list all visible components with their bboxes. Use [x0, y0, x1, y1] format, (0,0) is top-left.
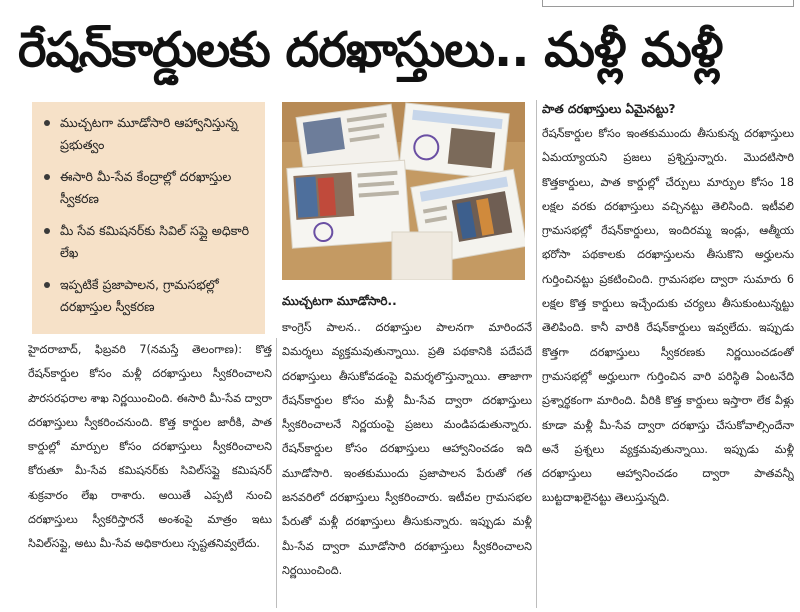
bullet-icon [44, 120, 50, 126]
highlight-item [42, 166, 259, 210]
highlight-text: ఈసారి మీ-సేవ కేంద్రాల్లో దరఖాస్తుల స్వీకరణ [60, 169, 232, 206]
column-2-subheading: ముచ్చటగా మూడోసారి.. [282, 294, 397, 308]
highlights-list [32, 102, 265, 318]
column-3-subheading: పాత దరఖాస్తులు ఏమైనట్టు? [542, 102, 676, 116]
highlights-box [32, 102, 265, 334]
article-column-3 [542, 98, 794, 608]
column-1-body: హైదరాబాద్, ఫిబ్రవరి 7(నమస్తే తెలంగాణ): కొత్త రేషన్‌కార్డుల కోసం మళ్లీ దరఖాస్తులు స్వీకరించాలని పౌరసరఫరాల శాఖ నిర్ణయించింది. ఈసారి మీ-సేవ ద్వారా దరఖాస్తులు స్వీకరించనుంది. కొత్త కార్డుల జారీకి, పాత కార్డుల్లో మార్పుల కోసం దరఖాస్తులు స్వీకరించాలని కోరుతూ మీ-సేవ కమిషనర్‌కు సివిల్‌సప్లై కమిషనర్ శుక్రవారం లేఖ రాశారు. అయితే ఎప్పటి నుంచి దరఖాస్తులు స్వీకరిస్తారనే అంశంపై మాత్రం ఇటు సివిల్‌సప్లై, అటు మీ-సేవ అధికారులు స్పష్టతనివ్వలేదు. [28, 343, 272, 551]
highlight-item [42, 274, 259, 318]
ration-card-applications-photo [282, 102, 525, 280]
bullet-icon [44, 174, 50, 180]
page-title: రేషన్‌కార్డులకు దరఖాస్తులు.. మళ్లీ మళ్లీ [18, 22, 723, 78]
highlight-item [42, 112, 259, 156]
highlight-item [42, 220, 259, 264]
highlight-text: ముచ్చటగా మూడోసారి ఆహ్వానిస్తున్న ప్రభుత్వం [60, 115, 238, 152]
highlight-text: మీ సేవ కమిషనర్‌కు సివిల్ సప్లై అధికారి లేఖ [60, 223, 250, 260]
column-3-body: రేషన్‌కార్డుల కోసం ఇంతకుముందు తీసుకున్న దరఖాస్తులు ఏమయ్యాయని ప్రజలు ప్రశ్నిస్తున్నారు. మొదటిసారి కొత్తకార్డులు, పాత కార్డుల్లో చేర్పులు మార్పుల కోసం 18 లక్షల వరకు దరఖాస్తులు వచ్చినట్టు తెలిసింది. ఇటీవలి గ్రామసభల్లో రేషన్‌కార్డులు, ఇందిరమ్మ ఇండ్లు, ఆత్మీయ భరోసా పథకాలకు దరఖాస్తులను తీసుకొని అర్హులను గుర్తించినట్టు ప్రకటించింది. గ్రామసభల ద్వారా సుమారు 6 లక్షల కొత్త కార్డులు ఇచ్చేందుకు చర్యలు తీసుకుంటున్నట్టు తెలిపింది. కానీ వారికి రేషన్‌కార్డులు ఇవ్వలేదు. ఇప్పుడు కొత్తగా దరఖాస్తులు స్వీకరణకు నిర్ణయించడంతో గ్రామసభల్లో అర్హులుగా గుర్తించిన వారి పరిస్థితి ఏంటనేది ప్రశ్నార్థకంగా మారింది. వీరికి కొత్త కార్డులు ఇస్తారా లేక వీళ్లు కూడా మళ్లీ మీ-సేవ ద్వారా దరఖాస్తు చేసుకోవాల్సిందేనా అనే ప్రశ్నలు వ్యక్తమవుతున్నాయి. ఇప్పుడు మళ్లీ దరఖాస్తులు ఆహ్వానించడం ద్వారా పాతవన్నీ బుట్టదాఖలైనట్టు తెలుస్తున్నది. [542, 127, 794, 505]
highlight-text: ఇప్పటికే ప్రజాపాలన, గ్రామసభల్లో దరఖాస్తుల స్వీకరణ [60, 277, 219, 314]
photo-illustration [282, 102, 525, 280]
article-column-2 [282, 290, 532, 608]
column-2-body: కాంగ్రెస్ పాలన.. దరఖాస్తుల పాలనగా మారిందనే విమర్శలు వ్యక్తమవుతున్నాయి. ప్రతి పథకానికి పదేపదే దరఖాస్తులు తీసుకోవడంపై విమర్శలొస్తున్నాయి. తాజాగా రేషన్‌కార్డుల కోసం మళ్లీ మీ-సేవ ద్వారా దరఖాస్తులు స్వీకరించాలనే నిర్ణయంపై ప్రజలు మండిపడుతున్నారు. రేషన్‌కార్డుల కోసం దరఖాస్తులు ఆహ్వానించడం ఇది మూడోసారి. ఇంతకుముందు ప్రజాపాలన పేరుతో గత జనవరిలో దరఖాస్తులు స్వీకరించారు. ఇటీవల గ్రామసభల పేరుతో మళ్లీ దరఖాస్తులు తీసుకున్నారు. ఇప్పుడు మళ్లీ మీ-సేవ ద్వారా మూడోసారి దరఖాస్తులు స్వీకరించాలని నిర్ణయించింది. [282, 321, 532, 577]
column-divider [276, 338, 277, 608]
bullet-icon [44, 228, 50, 234]
column-divider [536, 100, 537, 608]
bullet-icon [44, 282, 50, 288]
article-column-1 [28, 338, 272, 608]
